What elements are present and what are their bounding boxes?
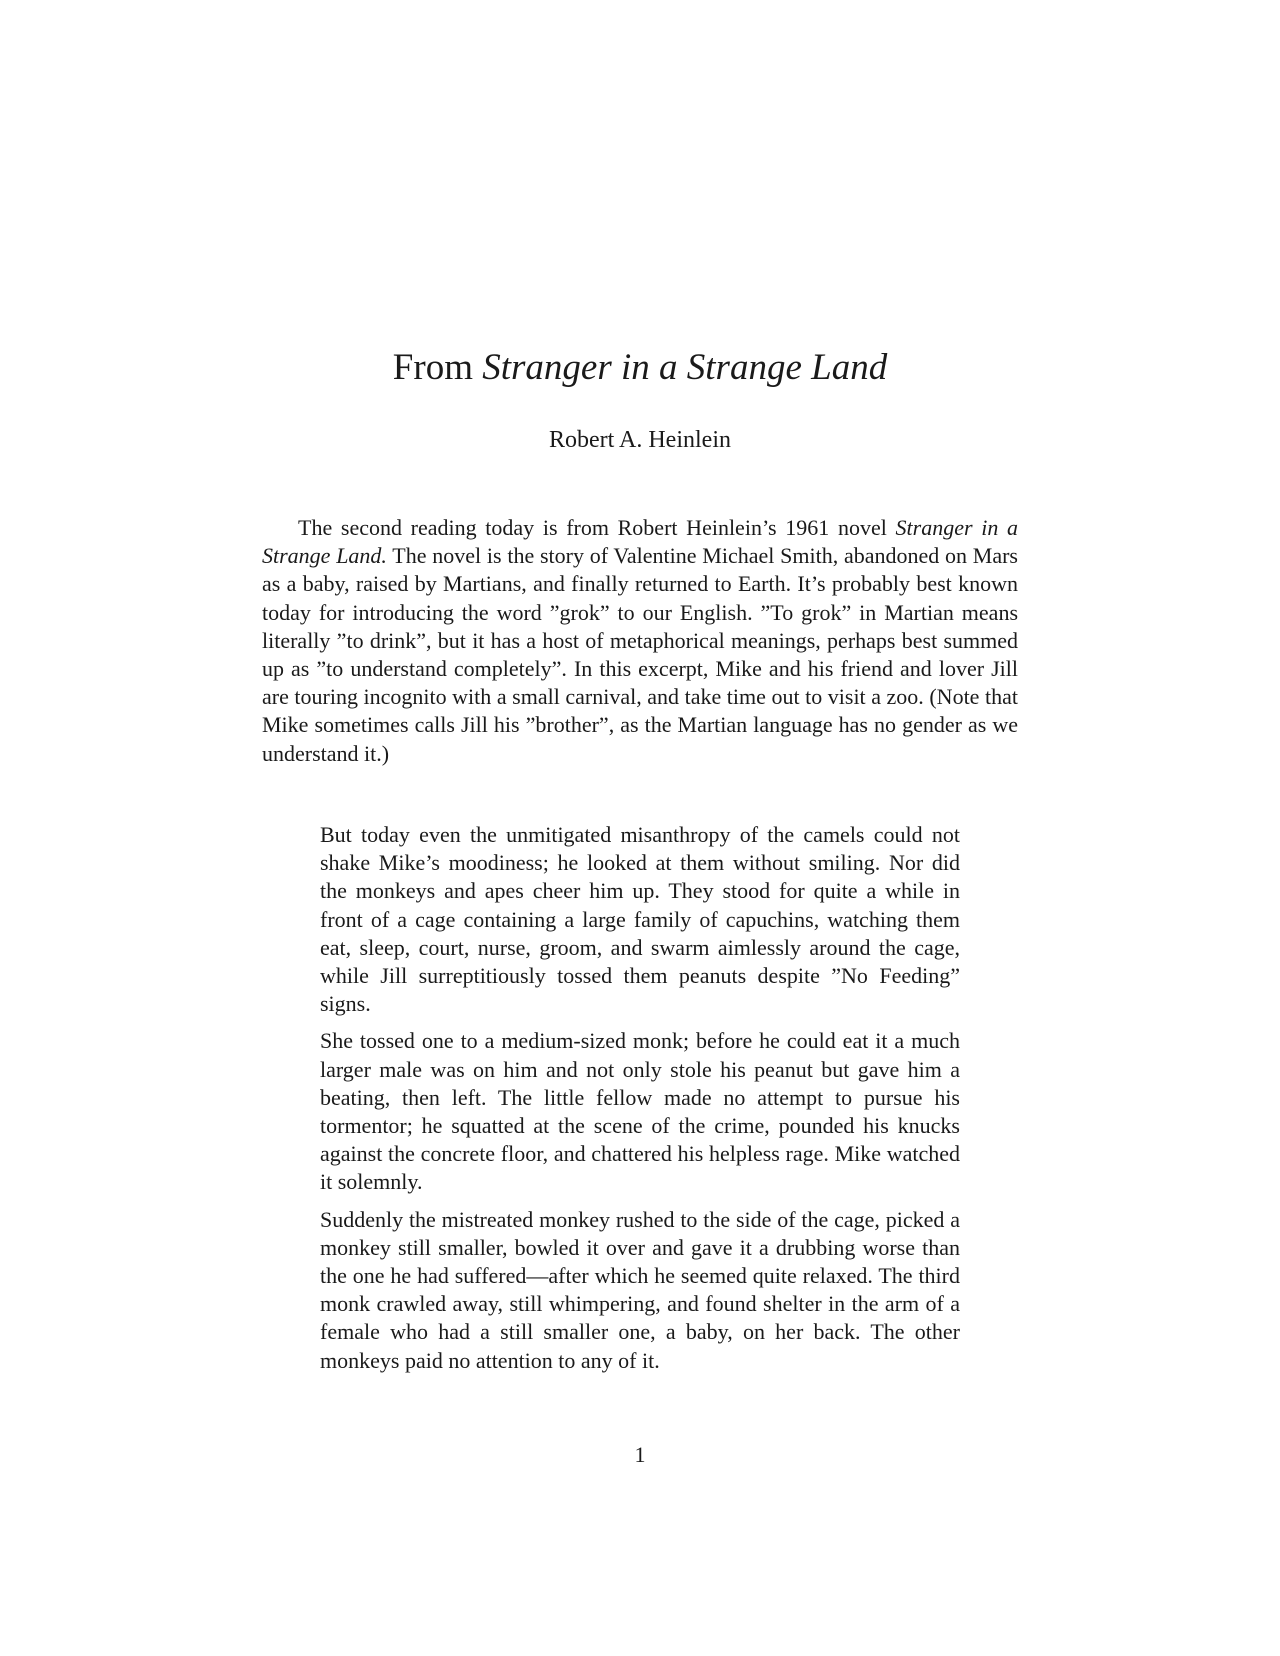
excerpt-paragraph: But today even the unmitigated misanthropy of the camels could not shake Mike’s moodiness; he looked at them without smiling. Nor did the monkeys and apes cheer him up. They stood for quite a while in front of a cage containing a large family of capuchins, watching them eat, sleep, court, nurse, groom, and swarm aimlessly around the cage, while Jill surreptitiously tossed them peanuts despite ”No Feeding” signs. [320, 822, 960, 1017]
intro-text-2: The novel is the story of Valentine Michael Smith, abandoned on Mars as a baby, raised by Martians, and finally returned to Earth. It’s probably best known today for introducing the word ”grok” to our English. ”To grok” in Martian means literally ”to drink”, but it has a host of metaphorical meanings, perhaps best summed up as ”to understand completely”. In this excerpt, Mike and his friend and lover Jill are touring incognito with a small carnival, and take time out to visit a zoo. (Note that Mike sometimes calls Jill his ”brother”, as the Martian language has no gender as we understand it.) [262, 543, 1018, 766]
intro-text-1: The second reading today is from Robert Heinlein’s 1961 novel [298, 515, 896, 540]
excerpt-paragraph: She tossed one to a medium-sized monk; before he could eat it a much larger male was on him and not only stole his peanut but gave him a beating, then left. The little fellow made no attempt to pursue his tormentor; he squatted at the scene of the crime, pounded his knucks against the concrete floor, and chattered his helpless rage. Mike watched it solemnly. [320, 1028, 960, 1195]
author-name: Robert A. Heinlein [549, 427, 731, 453]
title-italic: Stranger in a Strange Land [482, 347, 888, 388]
page-title [0, 346, 1280, 390]
intro-paragraph [262, 514, 1018, 768]
excerpt-blockquote [320, 821, 960, 1384]
page-number: 1 [634, 1442, 646, 1467]
intro-book-title: Stranger in a Strange Land. [262, 515, 1018, 569]
excerpt-paragraph: Suddenly the mistreated monkey rushed to the side of the cage, picked a monkey still smaller, bowled it over and gave it a drubbing worse than the one he had suffered—after which he seemed quite relaxed. The third monk crawled away, still whimpering, and found shelter in the arm of a female who had a still smaller one, a baby, on her back. The other monkeys paid no attention to any of it. [320, 1206, 960, 1373]
title-prefix: From [392, 347, 483, 388]
